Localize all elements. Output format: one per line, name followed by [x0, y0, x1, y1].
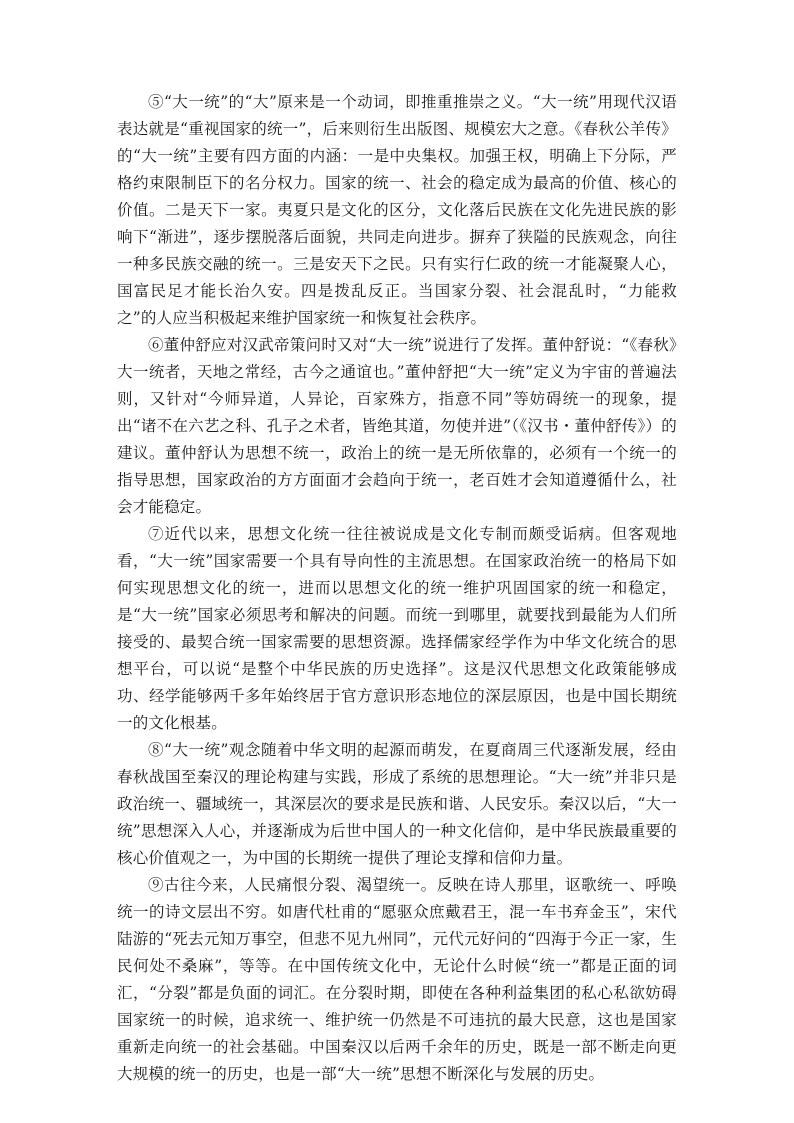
paragraph-6: ⑥董仲舒应对汉武帝策问时又对“大一统”说进行了发挥。董仲舒说：“《春秋》大一统者，天地之常经，古今之通谊也。”董仲舒把“大一统”定义为宇宙的普遍法则，又针对“今师异道，人异论，百家殊方，指意不同”等妨碍统一的现象，提出“诸不在六艺之科、孔子之术者，皆绝其道，勿使并进”（《汉书・董仲舒传》）的建议。董仲舒认为思想不统一，政治上的统一是无所依靠的，必须有一个统一的指导思想，国家政治的方方面面才会趋向于统一，老百姓才会知道遵循什么，社会才能稳定。 — [117, 336, 677, 516]
paragraph-7: ⑦近代以来，思想文化统一往往被说成是文化专制而颇受诟病。但客观地看，“大一统”国家需要一个具有导向性的主流思想。在国家政治统一的格局下如何实现思想文化的统一，进而以思想文化的统一维护巩固国家的统一和稳定，是“大一统”国家必须思考和解决的问题。而统一到哪里，就要找到最能为人们所接受的、最契合统一国家需要的思想资源。选择儒家经学作为中华文化统合的思想平台，可以说“是整个中华民族的历史选择”。这是汉代思想文化政策能够成功、经学能够两千多年始终居于官方意识形态地位的深层原因，也是中国长期统一的文化根基。 — [117, 525, 677, 732]
paragraph-8: ⑧“大一统”观念随着中华文明的起源而萌发，在夏商周三代逐渐发展，经由春秋战国至秦汉的理论构建与实践，形成了系统的思想理论。“大一统”并非只是政治统一、疆域统一，其深层次的要求是民族和谐、人民安乐。秦汉以后，“大一统”思想深入人心，并逐渐成为后世中国人的一种文化信仰，是中华民族最重要的核心价值观之一，为中国的长期统一提供了理论支撑和信仰力量。 — [117, 741, 677, 867]
document-body — [117, 89, 677, 1088]
paragraph-9: ⑨古往今来，人民痛恨分裂、渴望统一。反映在诗人那里，讴歌统一、呼唤统一的诗文层出不穷。如唐代杜甫的“愿驱众庶戴君王，混一车书弃金玉”，宋代陆游的“死去元知万事空，但悲不见九州同”，元代元好问的“四海于今正一家，生民何处不桑麻”，等等。在中国传统文化中，无论什么时候“统一”都是正面的词汇，“分裂”都是负面的词汇。在分裂时期，即使在各种利益集团的私心私欲妨碍国家统一的时候，追求统一、维护统一仍然是不可违抗的最大民意，这也是国家重新走向统一的社会基础。中国秦汉以后两千余年的历史，既是一部不断走向更大规模的统一的历史，也是一部“大一统”思想不断深化与发展的历史。 — [117, 876, 677, 1083]
paragraph-5: ⑤“大一统”的“大”原来是一个动词，即推重推崇之义。“大一统”用现代汉语表达就是“重视国家的统一”，后来则衍生出版图、规模宏大之意。《春秋公羊传》的“大一统”主要有四方面的内涵：一是中央集权。加强王权，明确上下分际，严格约束限制臣下的名分权力。国家的统一、社会的稳定成为最高的价值、核心的价值。二是天下一家。夷夏只是文化的区分，文化落后民族在文化先进民族的影响下“渐进”，逐步摆脱落后面貌，共同走向进步。摒弃了狭隘的民族观念，向往一种多民族交融的统一。三是安天下之民。只有实行仁政的统一才能凝聚人心，国富民足才能长治久安。四是拨乱反正。当国家分裂、社会混乱时，“力能救之”的人应当积极起来维护国家统一和恢复社会秩序。 — [117, 93, 677, 327]
